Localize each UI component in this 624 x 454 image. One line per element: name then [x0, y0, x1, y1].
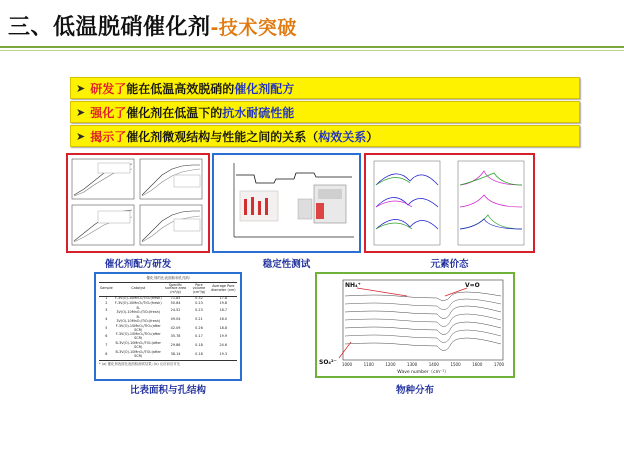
table-cell: 2 — [105, 301, 108, 306]
table-cell: 35.78 — [170, 334, 181, 339]
table-cell: F-3V(O)-10MnO₂/TiO₂(after SCR) — [115, 332, 161, 341]
title-divider-thin — [0, 50, 624, 51]
table-cell: B-3V(O)-10MnO₂/TiO₂(fresh) — [116, 306, 161, 314]
table-row — [99, 315, 237, 324]
bullet-arrow-icon: ➤ — [76, 81, 86, 95]
table-cell: 19.3 — [219, 352, 228, 357]
formula-plot-2 — [140, 159, 202, 199]
table-cell: F-3V(O)-10MnO₂/TiO₂(after SCR) — [115, 323, 161, 332]
species-caption: 物种分布 — [395, 385, 434, 396]
ir-x-tick-label: 1600 — [472, 362, 483, 367]
bullet-1-text: 能在低温高效脱硝的 — [126, 81, 235, 96]
table-cell: 24.6 — [219, 343, 228, 348]
table-cell: 17.8 — [219, 296, 228, 301]
bullet-1-verb: 研发了 — [90, 81, 127, 96]
stability-curve — [236, 173, 352, 183]
stability-caption: 稳定性测试 — [262, 259, 311, 270]
table-header-cell: Specific surface area (m²/g) — [164, 282, 187, 295]
stability-figure — [214, 155, 359, 251]
table-cell: 7 — [105, 343, 108, 348]
table-cell: F-3V(O)-10MnO₂/TiO₂(fresh) — [114, 296, 162, 301]
table-cell: B-3V(O)-10MnO₂/TiO₂(fresh) — [116, 314, 161, 323]
bullet-3-highlight: 构效关系 — [318, 129, 367, 144]
table-row — [99, 351, 237, 360]
table-row — [99, 307, 237, 316]
bullet-2-verb: 强化了 — [90, 105, 127, 120]
table-cell: 29.86 — [170, 343, 181, 348]
ir-x-tick-label: 1300 — [407, 362, 418, 367]
bullet-3-text: 催化剂微观结构与性能之间的关系（ — [126, 129, 319, 144]
table-header-cell: Average Pore diameter (nm) — [211, 284, 236, 293]
ir-x-tick-label: 1100 — [363, 362, 374, 367]
table-cell: 8 — [105, 352, 108, 357]
table-header-cell: Sample — [100, 286, 113, 291]
ir-label-so4: SO₄²⁻ — [319, 359, 337, 366]
page-title-sub: -技术突破 — [210, 17, 297, 39]
bullet-arrow-icon: ➤ — [76, 105, 86, 119]
formula-plot-1 — [72, 159, 134, 199]
ir-label-nh4: NH₄⁺ — [345, 282, 361, 289]
table-cell: 4 — [105, 316, 108, 321]
table-cell: 42.09 — [170, 325, 181, 330]
stability-inset-photo — [240, 191, 278, 221]
table-cell: 5 — [105, 325, 108, 330]
bullet-3-close: ） — [366, 129, 379, 144]
bullet-1 — [70, 77, 580, 99]
table-cell: 19.8 — [219, 301, 228, 306]
table-note: * (a) 催化剂表面比表面积测试结果; (b) 反应前后对比 — [99, 360, 237, 366]
table-cell: 24.52 — [170, 307, 181, 312]
ir-frame — [343, 280, 503, 360]
table-cell: 18.7 — [219, 307, 228, 312]
formula-panel — [66, 153, 210, 253]
table-cell: 18.0 — [219, 316, 228, 321]
table-cell: 50.64 — [170, 301, 181, 306]
formula-plot-3 — [72, 205, 134, 245]
title-divider — [0, 46, 624, 48]
bullet-2-highlight: 抗水耐硫性能 — [222, 105, 295, 120]
table-cell: 0.21 — [195, 316, 203, 321]
valence-panel — [364, 153, 535, 253]
table-caption: 催化剂的比表面积和孔结构 — [146, 276, 190, 280]
page-title-main: 三、低温脱硝催化剂 — [8, 15, 211, 40]
species-panel — [315, 272, 515, 378]
formula-plot-4 — [140, 205, 202, 245]
bullet-3 — [70, 125, 580, 147]
surface-panel — [94, 272, 242, 381]
table-cell: 0.17 — [195, 334, 203, 339]
table-header-cell: Pore volume (cm³/g) — [192, 282, 206, 295]
bullet-3-verb: 揭示了 — [90, 129, 127, 144]
table-cell: 0.23 — [195, 301, 203, 306]
reactor-image — [298, 185, 346, 223]
table-cell: 38.14 — [170, 352, 181, 357]
valence-plot-right — [458, 161, 524, 245]
bullet-1-highlight: 催化剂配方 — [234, 81, 295, 96]
table-cell: 6 — [105, 334, 108, 339]
ir-x-tick-label: 1500 — [450, 362, 461, 367]
page-title — [8, 10, 297, 41]
ir-x-tick-label: 1400 — [428, 362, 439, 367]
stability-panel — [212, 153, 361, 253]
table-cell: 0.18 — [195, 343, 203, 348]
ir-x-tick-label: 1700 — [493, 362, 505, 367]
table-cell: B-3V(O)-10MnO₂/TiO₂(after SCR) — [115, 350, 161, 358]
ir-x-tick-label: 1000 — [341, 362, 353, 367]
bullet-arrow-icon: ➤ — [76, 129, 86, 143]
formula-caption: 催化剂配方研发 — [104, 259, 172, 270]
ir-xlabel: Wave number（cm⁻¹） — [397, 370, 449, 375]
formula-plots-figure — [68, 155, 208, 251]
table-cell: B-3V(O)-10MnO₂/TiO₂(after SCR) — [115, 341, 161, 350]
ir-label-vo: V=O — [465, 282, 480, 289]
ir-x-tick-label: 1200 — [385, 362, 396, 367]
table-cell: 1 — [105, 296, 108, 301]
valence-caption: 元素价态 — [430, 259, 469, 270]
bullet-2-text: 催化剂在低温下的 — [126, 105, 223, 120]
table-cell: F-3V(O)-10MnO₂/TiO₂(fresh) — [114, 301, 162, 306]
species-figure — [317, 274, 513, 376]
ir-x-ticks — [342, 362, 505, 367]
table-cell: 0.18 — [195, 352, 203, 357]
table-cell: 0.32 — [195, 296, 203, 301]
valence-plot-left — [374, 161, 440, 245]
table-cell: 18.8 — [219, 325, 228, 330]
table-cell: 19.9 — [219, 334, 228, 339]
table-cell: 49.04 — [170, 316, 181, 321]
surface-caption: 比表面积与孔结构 — [129, 385, 206, 396]
table-header-cell: Catalyst — [131, 286, 146, 291]
table-cell: 0.26 — [195, 325, 203, 330]
bullet-2 — [70, 101, 580, 123]
table-cell: 71.85 — [170, 296, 181, 301]
table-cell: 0.23 — [195, 307, 203, 312]
table-cell: 3 — [105, 307, 108, 312]
surface-table — [99, 282, 237, 359]
valence-figure — [366, 155, 533, 251]
